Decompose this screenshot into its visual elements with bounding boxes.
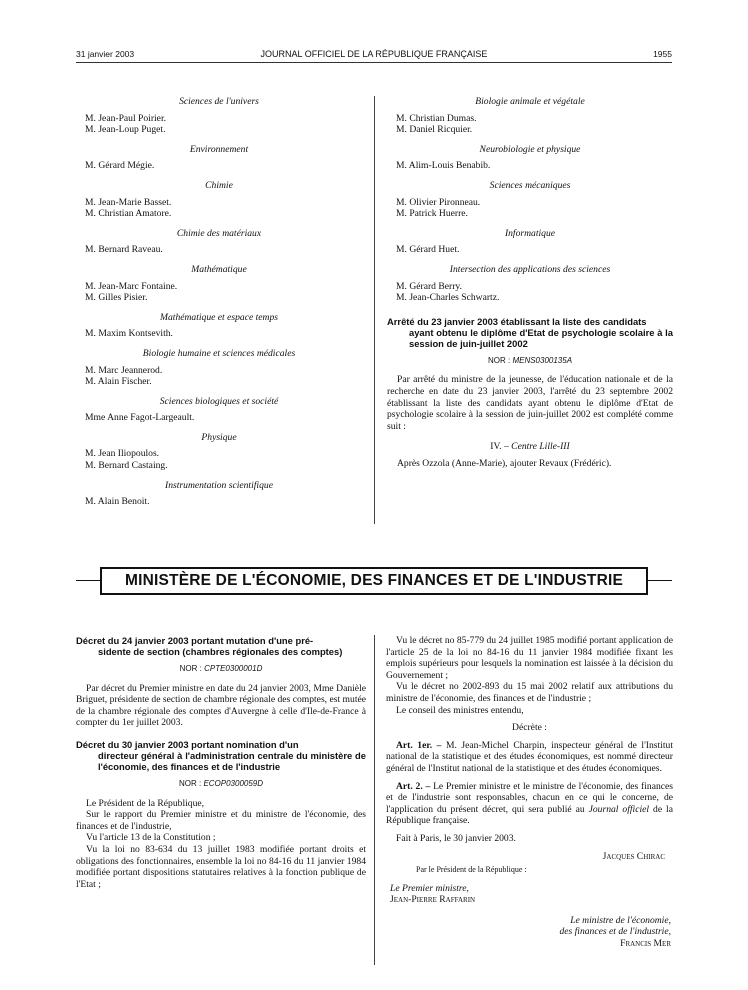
article-2-text-b: de la République française. (386, 803, 673, 827)
right-member-name: M. Patrick Huerre. (396, 208, 468, 220)
arrete-section-name: Centre Lille-III (511, 441, 570, 453)
page-header (76, 49, 672, 63)
left-member-name: M. Christian Amatore. (85, 208, 172, 220)
decret2-title (76, 739, 366, 772)
signature-president: Jacques Chirac (602, 850, 665, 862)
decret2-para-3: Vu la loi no 83-634 du 13 juillet 1983 modifiée portant droits et obligations des fonctionnaires, ensemble la loi no 84-16 du 11 janvier 1984 modifiée portant dispositions statutaires relatives à la fonction publique de l'Etat ; (76, 843, 366, 890)
arrete-title (387, 316, 673, 349)
top-right-sections (387, 96, 673, 304)
arrete-section (387, 441, 673, 453)
decret2-right-para-0: Vu le décret no 85-779 du 24 juillet 1985 modifié portant application de l'article 25 de la loi no 84-16 du 11 janvier 1984 modifiée fixant les emplois supérieurs pour lesquels la nomination est laissée à la décision du Gouvernement ; (386, 635, 673, 681)
header-journal: JOURNAL OFFICIEL DE LA RÉPUBLIQUE FRANÇAISE (260, 49, 488, 59)
nor-label: NOR : (178, 778, 202, 788)
nor-label: NOR : (179, 664, 202, 673)
minister-title-2: des finances et de l'industrie, (559, 926, 671, 938)
decret2-right-para-2: Le conseil des ministres entendu, (396, 704, 524, 716)
left-member-name: M. Jean-Marc Fontaine. (85, 280, 178, 292)
bottom-left-column (76, 635, 366, 890)
decret2-nor (76, 778, 366, 790)
header-rule (76, 62, 672, 63)
right-section-title: Intersection des applications des sciences (449, 263, 611, 275)
right-section-title: Sciences mécaniques (489, 179, 571, 191)
right-member-name: M. Christian Dumas. (396, 112, 477, 124)
par-le-president: Par le Président de la République : (416, 865, 527, 875)
nor-code: ECOP0300059D (203, 778, 264, 788)
decrete: Décrète : (512, 722, 547, 734)
right-section-title: Neurobiologie et physique (479, 143, 581, 155)
minister-name: Francis Mer (620, 938, 671, 950)
right-member-name: M. Gérard Huet. (396, 244, 460, 256)
right-member-name: M. Alim-Louis Benabib. (396, 160, 491, 172)
decret2-para-1: Sur le rapport du Premier ministre et du ministre de l'économie, des finances et de l'industrie, (76, 809, 366, 832)
left-section-title: Biologie humaine et sciences médicales (142, 347, 296, 359)
top-right-column (387, 96, 673, 469)
article-2-label: Art. 2. – (396, 780, 431, 792)
left-member-name: M. Jean-Marie Basset. (85, 196, 172, 208)
left-member-name: M. Jean Iliopoulos. (85, 448, 160, 460)
right-section-title: Informatique (504, 227, 556, 239)
ministry-banner: MINISTÈRE DE L'ÉCONOMIE, DES FINANCES ET DE L'INDUSTRIE (100, 567, 648, 595)
left-member-name: M. Bernard Castaing. (85, 460, 168, 472)
decret1-title-rest: sidente de section (chambres régionales des comptes) (98, 646, 343, 657)
column-divider-top (374, 96, 375, 524)
nor-label: NOR : (487, 355, 511, 365)
left-section-title: Environnement (189, 143, 249, 155)
bottom-right-column (386, 635, 673, 950)
right-member-name: M. Gérard Berry. (396, 280, 462, 292)
arrete-title-rest: ayant obtenu le diplôme d'Etat de psychologie scolaire à la session de juin-juillet 2002 (409, 326, 673, 349)
left-member-name: M. Gérard Mégie. (85, 160, 155, 172)
arrete-section-number: IV. – (490, 441, 509, 453)
left-member-name: Mme Anne Fagot-Largeault. (85, 412, 195, 424)
right-member-name: M. Jean-Charles Schwartz. (396, 292, 500, 304)
left-member-name: M. Bernard Raveau. (85, 244, 163, 256)
left-section-title: Mathématique et espace temps (159, 311, 279, 323)
pm-title: Le Premier ministre, (390, 882, 469, 894)
left-section-title: Instrumentation scientifique (165, 479, 273, 491)
article-1 (386, 740, 673, 775)
decret2-title-rest: directeur général à l'administration centrale du ministère de l'économie, des finances et de l'industrie (98, 749, 366, 772)
right-member-name: M. Daniel Ricquier. (396, 124, 473, 136)
minister-title-1: Le ministre de l'économie, (570, 914, 671, 926)
left-member-name: M. Jean-Paul Poirier. (85, 112, 167, 124)
left-section-title: Sciences de l'univers (179, 96, 259, 107)
decret1-title-line1: Décret du 24 janvier 2003 portant mutation d'une pré- (76, 635, 314, 646)
fait-a-paris: Fait à Paris, le 30 janvier 2003. (396, 832, 516, 844)
left-member-name: M. Maxim Kontsevith. (85, 328, 173, 340)
decret1-title (76, 635, 366, 657)
left-section-title: Mathématique (191, 263, 247, 275)
right-member-name: M. Olivier Pironneau. (396, 196, 481, 208)
arrete-addition: Après Ozzola (Anne-Marie), ajouter Revaux (Frédéric). (397, 457, 612, 469)
column-divider-bottom (374, 635, 375, 965)
banner-rule-right (648, 580, 672, 581)
pm-name: Jean-Pierre Raffarin (390, 894, 476, 906)
arrete-body: Par arrêté du ministre de la jeunesse, de l'éducation nationale et de la recherche en date du 23 janvier 2003, l'arrêté du 23 septembre 2002 établissant la liste des candidats ayant obtenu le diplôme d'Etat de psychologie scolaire à la session de juin-juillet 2002 est complété comme suit : (387, 374, 673, 432)
article-1-label: Art. 1er. – (396, 739, 442, 751)
top-left-column (76, 96, 362, 508)
right-section-title: Biologie animale et végétale (475, 96, 585, 107)
decret2-para-2: Vu l'article 13 de la Constitution ; (86, 832, 216, 844)
nor-code: MENS0300135A (512, 355, 573, 365)
decret2-para-0: Le Président de la République, (86, 797, 205, 809)
article-2-text-a: Le Premier ministre et le ministre de l'économie, des finances et de l'industrie sont responsables, chacun en ce qui le concerne, de l'application du présent décret, qui sera publié au (386, 780, 673, 815)
arrete-nor (387, 355, 673, 367)
decret1-nor (76, 663, 366, 675)
left-member-name: M. Gilles Pisier. (85, 292, 148, 304)
header-page-number: 1955 (653, 49, 672, 59)
left-section-title: Physique (201, 431, 237, 443)
article-1-text: M. Jean-Michel Charpin, inspecteur général de l'Institut national de la statistique et des études économiques, est nommé directeur général de l'Institut national de la statistique et des études économiques. (386, 739, 673, 774)
left-section-title: Chimie des matériaux (176, 227, 262, 239)
left-member-name: M. Marc Jeannerod. (85, 364, 163, 376)
arrete-title-line1: Arrêté du 23 janvier 2003 établissant la liste des candidats (387, 315, 647, 327)
left-member-name: M. Jean-Loup Puget. (85, 124, 166, 136)
article-2-journal: Journal officiel (588, 803, 650, 815)
decret2-title-line1: Décret du 30 janvier 2003 portant nomination d'un (76, 738, 299, 750)
decret1-body: Par décret du Premier ministre en date du 24 janvier 2003, Mme Danièle Briguet, présidente de section de chambre régionale des comptes, est mutée de la chambre régionale des comptes d'Auvergne à celle d'Ile-de-France à compter du 1er juillet 2003. (76, 682, 366, 729)
left-member-name: M. Alain Benoit. (85, 496, 150, 508)
nor-code: CPTE0300001D (204, 664, 263, 673)
left-member-name: M. Alain Fischer. (85, 376, 152, 388)
banner-rule-left (76, 580, 100, 581)
left-section-title: Sciences biologiques et société (159, 395, 279, 407)
left-section-title: Chimie (205, 179, 233, 191)
header-date: 31 janvier 2003 (76, 49, 135, 59)
decret2-right-para-1: Vu le décret no 2002-893 du 15 mai 2002 relatif aux attributions du ministre de l'économie, des finances et de l'industrie ; (386, 681, 673, 704)
article-2 (386, 781, 673, 827)
